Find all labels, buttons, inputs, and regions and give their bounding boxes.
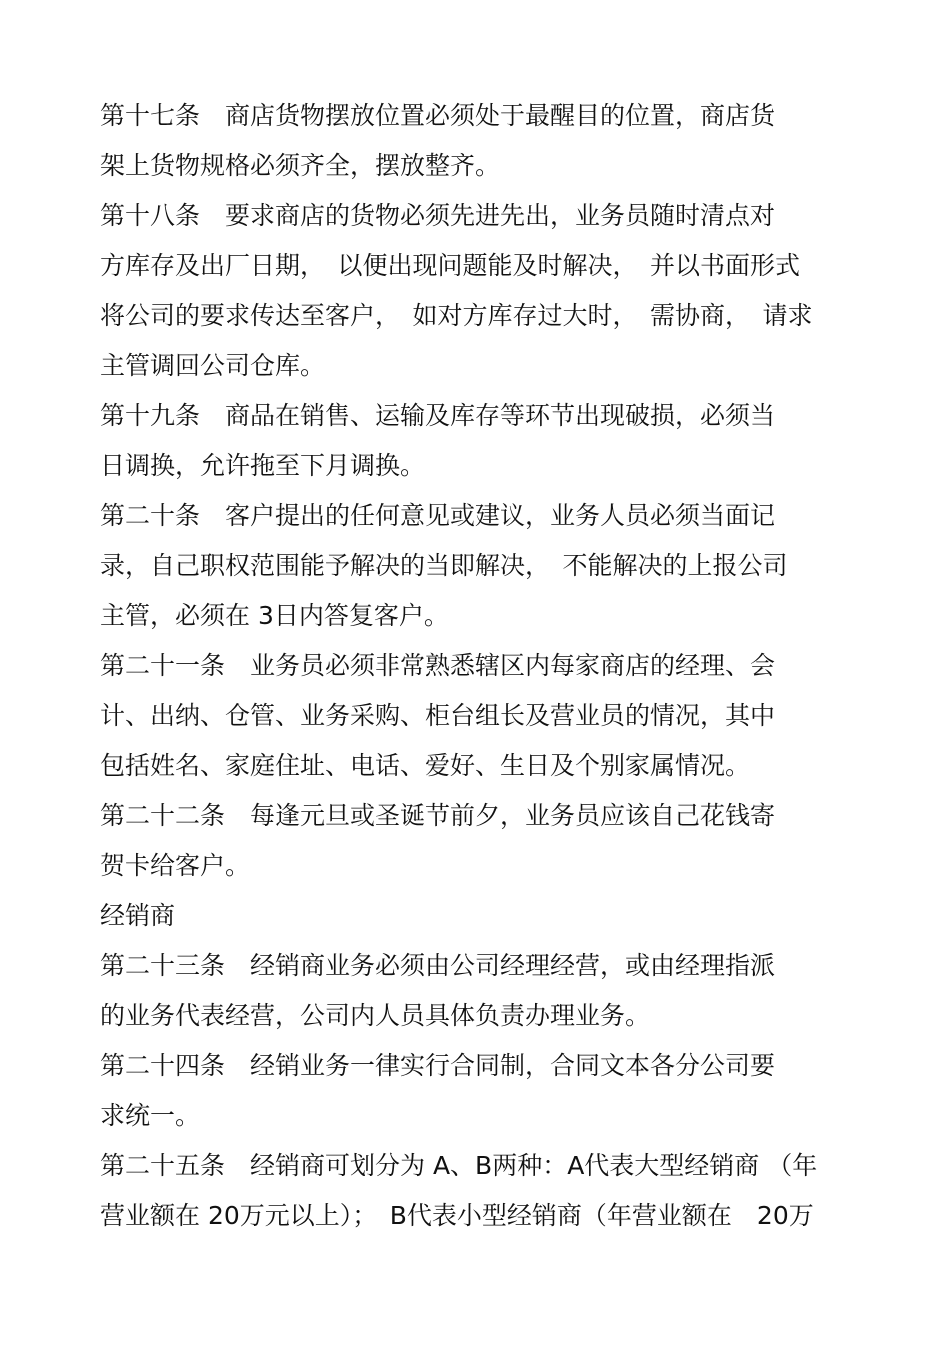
section-heading-distributors: 经销商 — [100, 901, 176, 930]
article-20-line-1: 第二十条 客户提出的任何意见或建议，业务人员必须当面记 — [100, 501, 776, 530]
article-19-line-2: 日调换，允许拖至下月调换。 — [100, 451, 426, 480]
article-22-line-1: 第二十二条 每逢元旦或圣诞节前夕，业务员应该自己花钱寄 — [100, 801, 776, 830]
article-18-line-2: 方库存及出厂日期， 以便出现问题能及时解决， 并以书面形式 — [100, 251, 801, 280]
article-23-line-2: 的业务代表经营，公司内人员具体负责办理业务。 — [100, 1001, 651, 1030]
article-21-line-1: 第二十一条 业务员必须非常熟悉辖区内每家商店的经理、会 — [100, 651, 776, 680]
article-17-line-2: 架上货物规格必须齐全，摆放整齐。 — [100, 151, 501, 180]
article-23-line-1: 第二十三条 经销商业务必须由公司经理经营，或由经理指派 — [100, 951, 776, 980]
article-24-line-2: 求统一。 — [100, 1101, 201, 1130]
article-18-line-1: 第十八条 要求商店的货物必须先进先出，业务员随时清点对 — [100, 201, 776, 230]
article-21-line-2: 计、出纳、仓管、业务采购、柜台组长及营业员的情况，其中 — [100, 701, 776, 730]
article-24-line-1: 第二十四条 经销业务一律实行合同制，合同文本各分公司要 — [100, 1051, 776, 1080]
article-25-line-2: 营业额在 20万元以上）； B代表小型经销商（年营业额在 20万 — [100, 1201, 814, 1230]
article-17-line-1: 第十七条 商店货物摆放位置必须处于最醒目的位置，商店货 — [100, 101, 776, 130]
article-18-line-4: 主管调回公司仓库。 — [100, 351, 326, 380]
article-22-line-2: 贺卡给客户。 — [100, 851, 251, 880]
article-20-line-3: 主管，必须在 3日内答复客户。 — [100, 601, 449, 630]
article-20-line-2: 录，自己职权范围能予解决的当即解决， 不能解决的上报公司 — [100, 551, 788, 580]
article-18-line-3: 将公司的要求传达至客户， 如对方库存过大时， 需协商， 请求 — [100, 301, 813, 330]
article-25-line-1: 第二十五条 经销商可划分为 A、B两种：A代表大型经销商 （年 — [100, 1151, 818, 1180]
article-19-line-1: 第十九条 商品在销售、运输及库存等环节出现破损，必须当 — [100, 401, 776, 430]
article-21-line-3: 包括姓名、家庭住址、电话、爱好、生日及个别家属情况。 — [100, 751, 751, 780]
